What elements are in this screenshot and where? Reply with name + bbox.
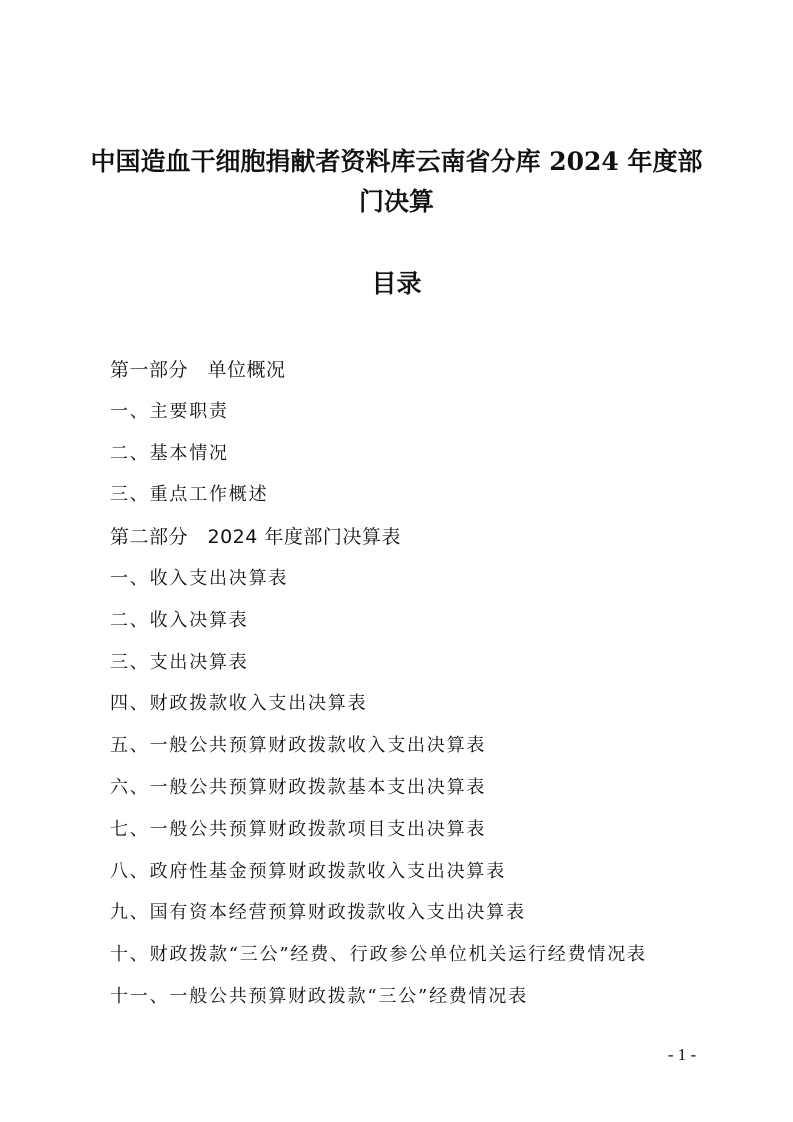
toc-entry: 一、收入支出决算表 [110, 567, 289, 589]
document-title: 中国造血干细胞捐献者资料库云南省分库 2024 年度部门决算 [90, 147, 703, 216]
toc-entry: 三、重点工作概述 [110, 484, 269, 506]
toc-entry: 四、财政拨款收入支出决算表 [110, 693, 368, 715]
toc-entry: 三、支出决算表 [110, 651, 249, 673]
toc-entry: 五、一般公共预算财政拨款收入支出决算表 [110, 735, 487, 757]
toc-heading: 目录 [371, 269, 422, 298]
toc-entry: 十、财政拨款“三公”经费、行政参公单位机关运行经费情况表 [110, 944, 647, 966]
toc-entry: 一、主要职责 [110, 400, 229, 422]
toc-part-heading: 第二部分 2024 年度部门决算表 [110, 526, 401, 549]
toc-entry: 六、一般公共预算财政拨款基本支出决算表 [110, 776, 487, 798]
toc-entry: 七、一般公共预算财政拨款项目支出决算表 [110, 818, 487, 840]
table-of-contents [110, 352, 730, 1021]
toc-entry: 二、基本情况 [110, 442, 229, 464]
toc-part-heading: 第一部分 单位概况 [110, 359, 286, 381]
toc-entry: 二、收入决算表 [110, 609, 249, 631]
toc-entry: 十一、一般公共预算财政拨款“三公”经费情况表 [110, 985, 529, 1007]
page-number: - 1 - [667, 1045, 697, 1064]
toc-entry: 九、国有资本经营预算财政拨款收入支出决算表 [110, 902, 526, 924]
toc-entry: 八、政府性基金预算财政拨款收入支出决算表 [110, 860, 506, 882]
